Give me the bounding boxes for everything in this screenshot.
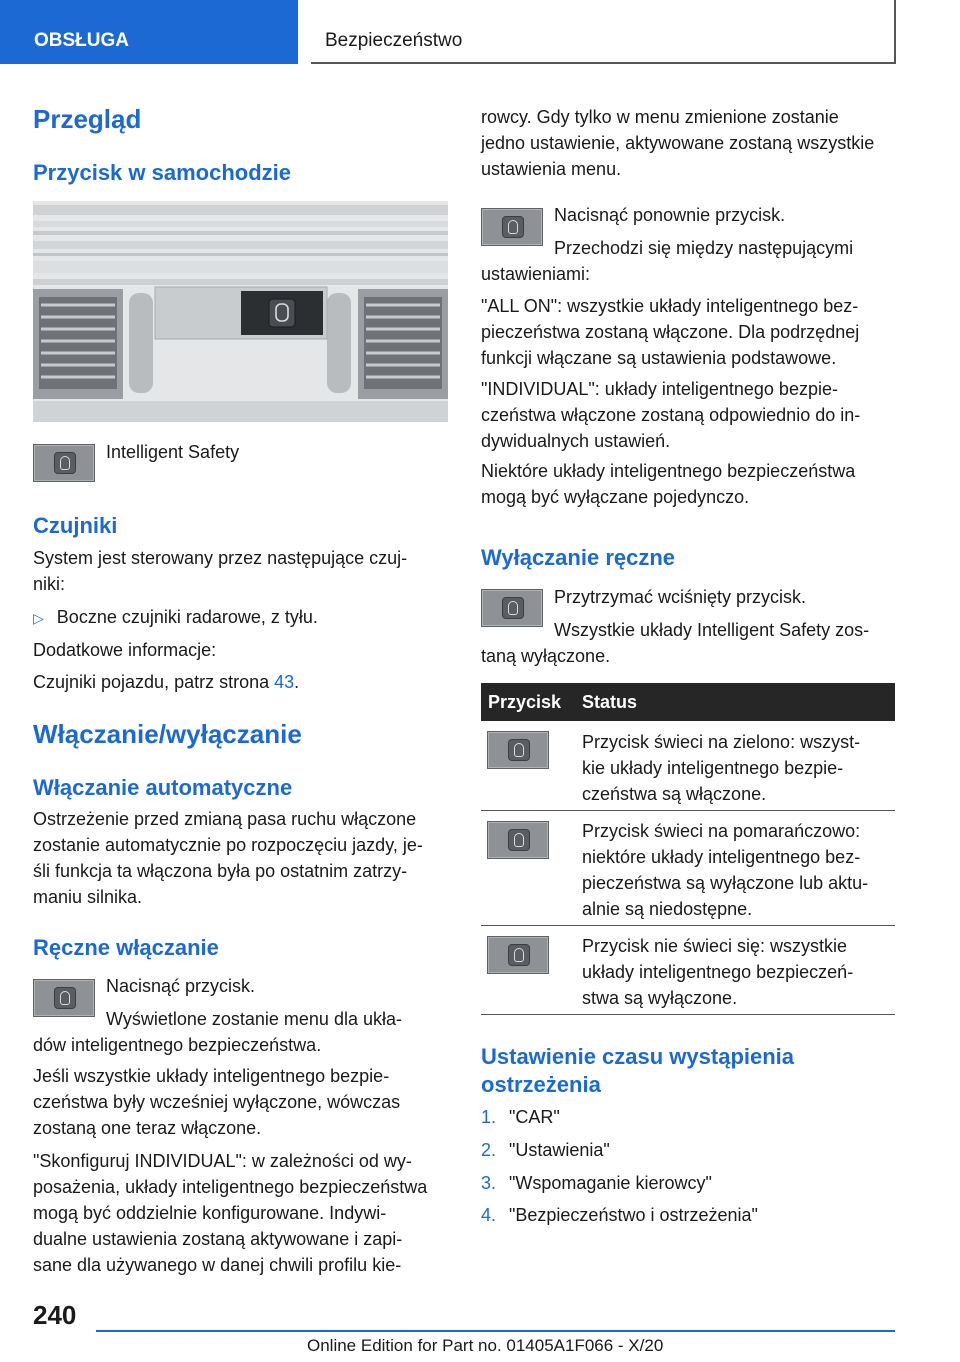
timing-heading-line: Ustawienie czasu wystąpienia — [481, 1044, 795, 1069]
cont-line: jedno ustawienie, aktywowane zostaną wszystkie — [481, 133, 875, 153]
dashboard-illustration — [33, 201, 448, 422]
auto-line: Ostrzeżenie przed zmianą pasa ruchu włączone — [33, 809, 417, 829]
overview-heading: Przegląd — [33, 104, 142, 134]
status-line: Przycisk świeci na zielono: wszyst- — [582, 732, 861, 752]
cont-line: rowcy. Gdy tylko w menu zmienione zostanie — [481, 107, 839, 127]
status-line: układy inteligentnego bezpieczeń- — [582, 962, 854, 982]
extra-info-label: Dodatkowe informacje: — [33, 640, 217, 660]
status-line: stwa są wyłączone. — [582, 988, 738, 1008]
press-again: Nacisnąć ponownie przycisk. — [554, 205, 786, 225]
status-line: czeństwa są włączone. — [582, 784, 767, 804]
chapter-title: Bezpieczeństwo — [311, 0, 896, 64]
status-line: niektóre układy inteligentnego bez- — [582, 847, 861, 867]
intelligent-safety-button-icon — [33, 444, 95, 482]
section-tab: OBSŁUGA — [0, 0, 298, 64]
off-text-1: Wszystkie układy Intelligent Safety zos- — [554, 620, 870, 640]
manual-menu-2: dów inteligentnego bezpieczeństwa. — [33, 1035, 322, 1055]
cycle-text-1: Przechodzi się między następującymi — [554, 238, 854, 258]
safety-button-off-icon — [487, 936, 549, 974]
cont-line: ustawienia menu. — [481, 159, 622, 179]
status-line: Przycisk nie świeci się: wszystkie — [582, 936, 848, 956]
button-in-car-heading: Przycisk w samochodzie — [33, 160, 291, 185]
table-row-green — [582, 729, 860, 807]
step-text: "Ustawienia" — [509, 1140, 610, 1160]
status-line: kie układy inteligentnego bezpie- — [582, 758, 844, 778]
safety-button-icon — [481, 589, 543, 627]
manual-paragraph — [33, 1063, 448, 1278]
status-line: Przycisk świeci na pomarańczowo: — [582, 821, 861, 841]
sensors-text-1: System jest sterowany przez następujące czuj- — [33, 548, 408, 568]
sensors-heading: Czujniki — [33, 513, 118, 538]
manual-heading: Ręczne włączanie — [33, 935, 219, 960]
manual-line: dualne ustawienia zostaną aktywowane i zapi- — [33, 1229, 403, 1249]
status-table-header — [481, 683, 895, 721]
manual-menu-1: Wyświetlone zostanie menu dla ukła- — [106, 1009, 402, 1029]
safety-button-orange-icon — [487, 821, 549, 859]
bullet-triangle-icon: ▷ — [33, 610, 44, 626]
sensors-bullet — [33, 604, 318, 631]
some-line: Niektóre układy inteligentnego bezpieczeństwa — [481, 461, 856, 481]
manual-line: posażenia, układy inteligentnego bezpieczeństwa — [33, 1177, 428, 1197]
page-number: 240 — [33, 1300, 77, 1330]
manual-line: zostaną one teraz włączone. — [33, 1118, 262, 1138]
step-number: 3. — [481, 1173, 497, 1193]
indiv-line: czeństwa włączone zostaną odpowiednio do in- — [481, 405, 861, 425]
sensors-ref-dot: . — [294, 672, 300, 692]
table-divider — [481, 810, 895, 811]
sensors-bullet-text: Boczne czujniki radarowe, z tyłu. — [56, 607, 318, 627]
manual-press: Nacisnąć przycisk. — [106, 976, 256, 996]
manual-off-heading: Wyłączanie ręczne — [481, 545, 676, 570]
hold-text: Przytrzymać wciśnięty przycisk. — [554, 587, 807, 607]
manual-line: Jeśli wszystkie układy inteligentnego bezpie- — [33, 1066, 390, 1086]
step-number: 4. — [481, 1205, 497, 1225]
sensors-text-2: niki: — [33, 574, 66, 594]
auto-line: śli funkcja ta włączona była po ostatnim zatrzy- — [33, 861, 408, 881]
off-text-2: taną wyłączone. — [481, 646, 611, 666]
cycle-text-2: ustawieniami: — [481, 264, 591, 284]
sensors-ref-text: Czujniki pojazdu, patrz strona — [33, 672, 270, 692]
indiv-line: dywidualnych ustawień. — [481, 431, 671, 451]
indiv-line: "INDIVIDUAL": układy inteligentnego bezpie- — [481, 379, 838, 399]
step-number: 2. — [481, 1140, 497, 1160]
footer-rule — [96, 1330, 895, 1332]
step-text: "Wspomaganie kierowcy" — [509, 1173, 712, 1193]
onoff-heading: Włączanie/wyłączanie — [33, 719, 302, 749]
table-row-orange — [582, 818, 868, 922]
auto-line: maniu silnika. — [33, 887, 143, 907]
sensors-reference — [33, 669, 299, 695]
col-status-header: Status — [582, 692, 638, 712]
continued-paragraph — [481, 104, 895, 182]
step-text: "CAR" — [509, 1107, 560, 1127]
safety-button-icon — [33, 979, 95, 1017]
auto-line: zostanie automatycznie po rozpoczęciu jazdy, je- — [33, 835, 423, 855]
status-line: pieczeństwa są wyłączone lub aktu- — [582, 873, 869, 893]
auto-paragraph — [33, 806, 448, 910]
manual-line: czeństwa były wcześniej wyłączone, wówczas — [33, 1092, 401, 1112]
step-2 — [481, 1137, 610, 1163]
col-button-header: Przycisk — [488, 692, 562, 712]
step-text: "Bezpieczeństwo i ostrzeżenia" — [509, 1205, 758, 1225]
safety-button-green-icon — [487, 731, 549, 769]
manual-line: "Skonfiguruj INDIVIDUAL": w zależności od wy- — [33, 1151, 412, 1171]
step-number: 1. — [481, 1107, 497, 1127]
icon-caption: Intelligent Safety — [106, 442, 240, 462]
safety-button-icon — [481, 208, 543, 246]
status-line: alnie są niedostępne. — [582, 899, 753, 919]
allon-paragraph — [481, 293, 895, 371]
some-paragraph — [481, 458, 895, 510]
allon-line: "ALL ON": wszystkie układy inteligentnego bez- — [481, 296, 859, 316]
step-1 — [481, 1104, 560, 1130]
allon-line: funkcji włączane są ustawienia podstawowe. — [481, 348, 837, 368]
timing-heading-line: ostrzeżenia — [481, 1072, 601, 1097]
timing-heading — [481, 1043, 794, 1099]
footer-edition: Online Edition for Part no. 01405A1F066 - X/20 — [307, 1336, 664, 1355]
some-line: mogą być wyłączane pojedynczo. — [481, 487, 750, 507]
table-divider — [481, 925, 895, 926]
manual-line: sane dla używanego w danej chwili profilu kie- — [33, 1255, 402, 1275]
auto-heading: Włączanie automatyczne — [33, 775, 293, 800]
step-4 — [481, 1202, 758, 1228]
individual-paragraph — [481, 376, 895, 454]
table-divider — [481, 1014, 895, 1015]
table-row-off — [582, 933, 853, 1011]
sensors-page-link[interactable]: 43 — [274, 672, 295, 692]
dashboard-photo — [33, 201, 448, 422]
allon-line: pieczeństwa zostaną włączone. Dla podrzędnej — [481, 322, 860, 342]
step-3 — [481, 1170, 712, 1196]
manual-line: mogą być oddzielnie konfigurowane. Indywi- — [33, 1203, 387, 1223]
